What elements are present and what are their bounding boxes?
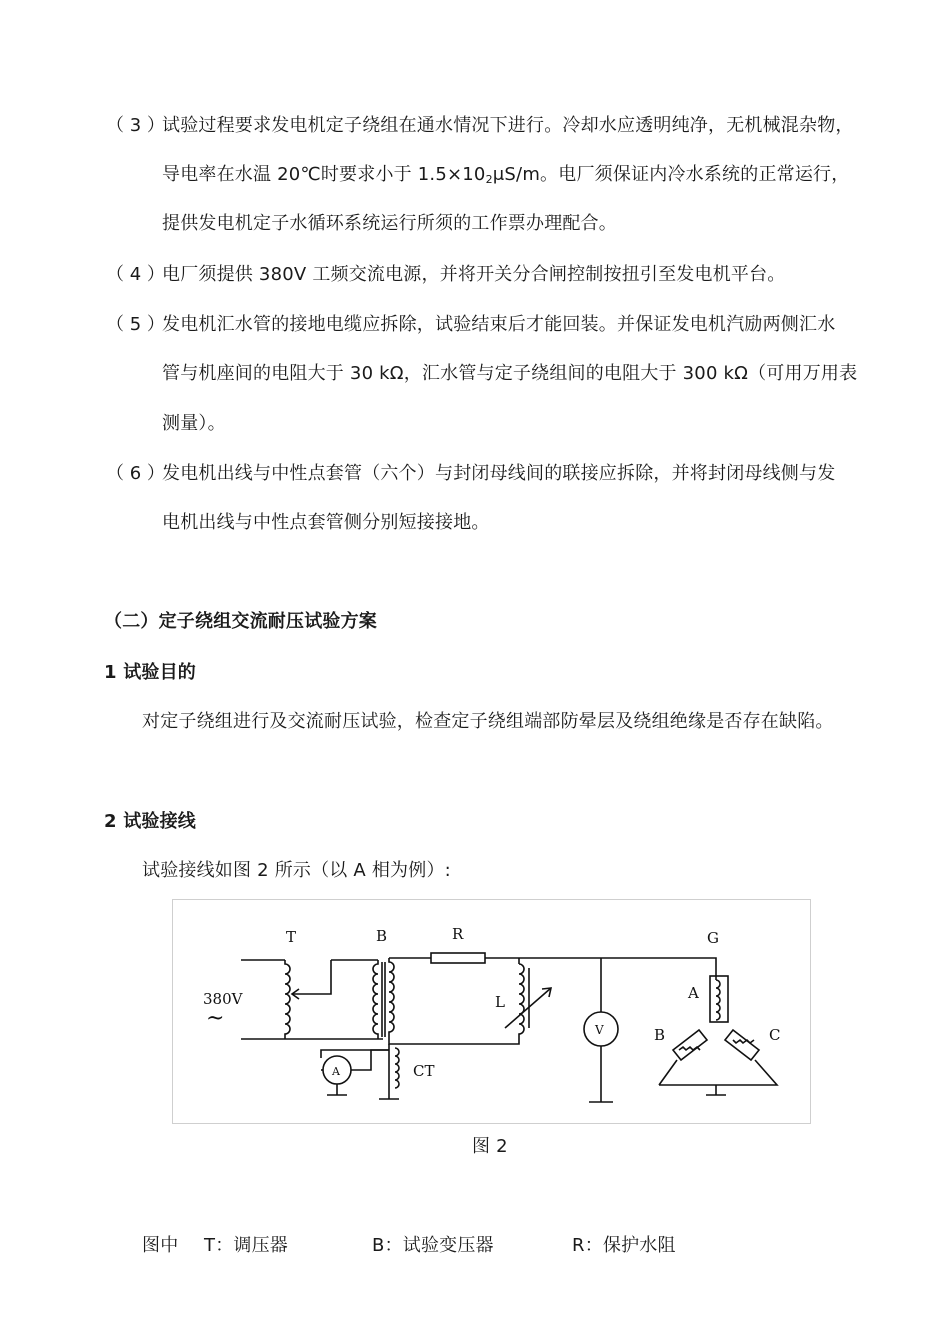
subsection-2-heading: 2 试验接线 <box>104 811 196 832</box>
transformer-secondary-coil <box>389 958 394 1039</box>
label-ct: CT <box>413 1062 435 1080</box>
legend-t: T：调压器 <box>204 1235 288 1256</box>
circuit-diagram <box>172 899 811 1124</box>
resistor-r <box>431 953 485 963</box>
label-t: T <box>286 928 297 946</box>
ammeter-right-top <box>351 1050 389 1070</box>
label-l: L <box>495 993 505 1011</box>
legend-r: R：保护水阻 <box>572 1235 676 1256</box>
phase-b-shield <box>673 1030 707 1060</box>
item-5-line-3: 测量）。 <box>162 413 226 434</box>
subsection-1-heading: 1 试验目的 <box>104 662 196 683</box>
item-3-number: （ 3 ） <box>106 115 165 136</box>
label-phase-c: C <box>769 1026 781 1044</box>
label-tilde: ~ <box>206 1006 225 1031</box>
legend-prefix: 图中 <box>142 1235 179 1256</box>
item-3-line-2-tail: μS/m。电厂须保证内冷水系统的正常运行， <box>492 164 850 185</box>
bottom-return <box>389 1039 519 1044</box>
item-4-number: （ 4 ） <box>106 264 165 285</box>
label-380v: 380V <box>203 990 243 1008</box>
phase-a-winding <box>716 980 720 1020</box>
item-3-line-2-sub: 2 <box>485 173 493 186</box>
phase-c-winding <box>733 1040 754 1043</box>
neutral-bus <box>659 1060 777 1085</box>
voltmeter-symbol: V <box>595 1023 604 1037</box>
ammeter-symbol: A <box>332 1065 340 1078</box>
item-3-line-1: 试验过程要求发电机定子绕组在通水情况下进行。冷却水应透明纯净，无机械混杂物， <box>162 115 854 136</box>
ct-coil <box>395 1048 399 1088</box>
inductor-coil <box>519 964 524 1040</box>
item-3-line-2-head: 导电率在水温 20℃时要求小于 1.5×10 <box>162 164 486 185</box>
transformer-primary-coil <box>373 960 378 1039</box>
circuit-diagram-svg <box>173 900 810 1123</box>
subsection-2-text: 试验接线如图 2 所示（以 A 相为例）: <box>142 860 451 881</box>
regulator-coil <box>285 960 290 1039</box>
item-6-line-1: 发电机出线与中性点套管（六个）与封闭母线间的联接应拆除，并将封闭母线侧与发 <box>162 463 836 484</box>
figure-caption: 图 2 <box>472 1136 508 1157</box>
item-6-line-2: 电机出线与中性点套管侧分别短接接地。 <box>162 512 490 533</box>
item-3-line-3: 提供发电机定子水循环系统运行所须的工作票办理配合。 <box>162 213 617 234</box>
item-5-number: （ 5 ） <box>106 314 165 335</box>
phase-a-shield <box>710 976 728 1022</box>
item-3-line-2 <box>162 163 849 192</box>
subsection-1-text: 对定子绕组进行及交流耐压试验，检查定子绕组端部防晕层及绕组绝缘是否存在缺陷。 <box>142 711 834 732</box>
phase-c-shield <box>725 1030 759 1060</box>
section-heading: （二）定子绕组交流耐压试验方案 <box>104 611 377 632</box>
inductor-adjust-arrow <box>505 988 551 1028</box>
label-phase-b: B <box>654 1026 666 1044</box>
label-phase-a: A <box>688 984 699 1002</box>
legend-b: B：试验变压器 <box>372 1235 494 1256</box>
label-r: R <box>452 925 464 943</box>
item-6-number: （ 6 ） <box>106 463 165 484</box>
label-g: G <box>707 929 719 947</box>
item-5-line-1: 发电机汇水管的接地电缆应拆除，试验结束后才能回装。并保证发电机汽励两侧汇水 <box>162 314 836 335</box>
item-4-line-1: 电厂须提供 380V 工频交流电源，并将开关分合闸控制按扭引至发电机平台。 <box>162 264 786 285</box>
label-b: B <box>376 927 388 945</box>
item-5-line-2: 管与机座间的电阻大于 30 kΩ，汇水管与定子绕组间的电阻大于 300 kΩ（可用万用表 <box>162 363 858 384</box>
